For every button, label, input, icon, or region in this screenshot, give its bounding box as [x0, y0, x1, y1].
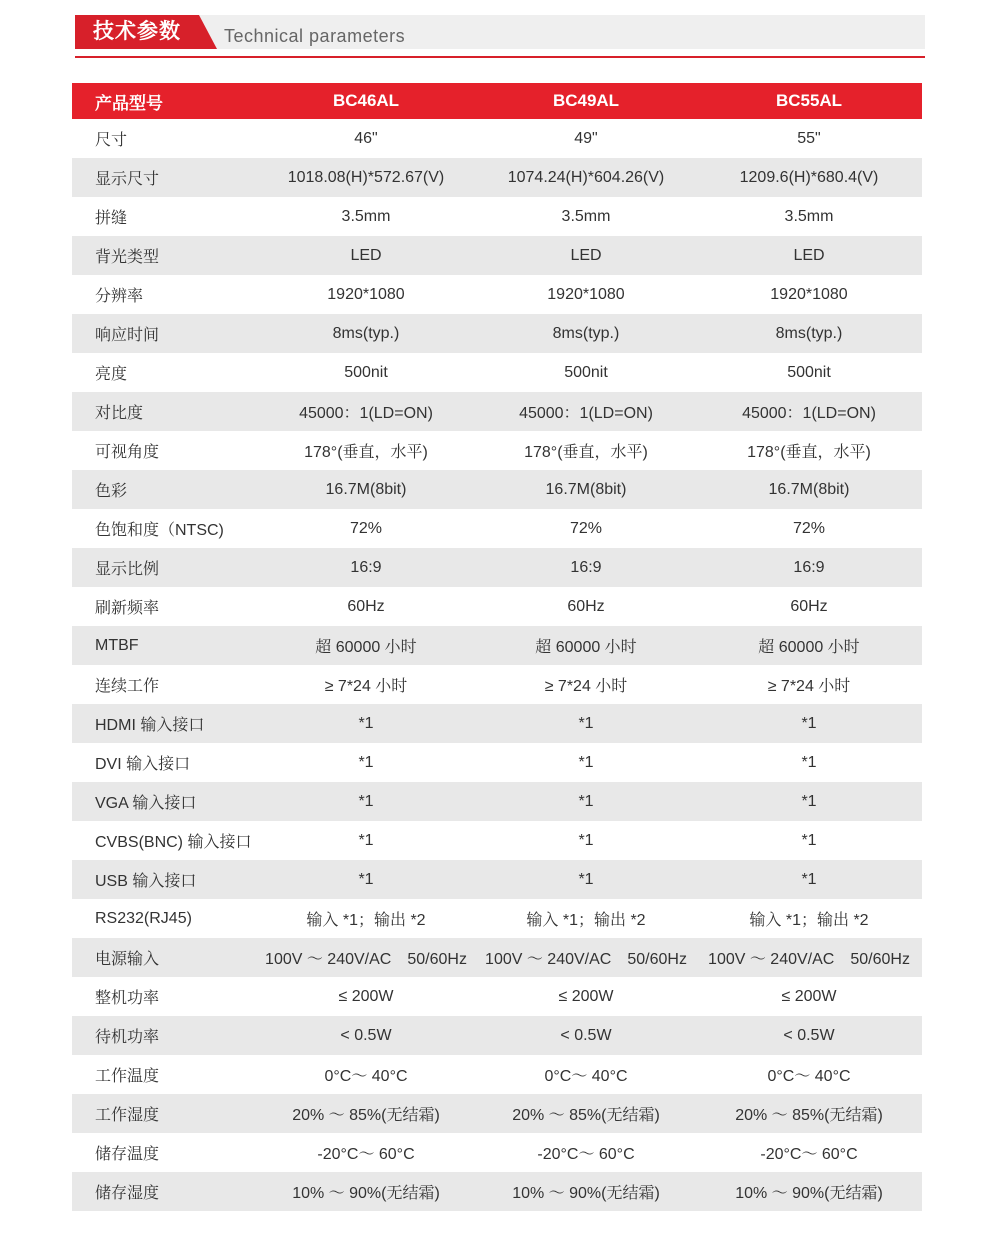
cell-bc49al: 1920*1080	[547, 285, 625, 303]
cell-bc55al: *1	[801, 753, 817, 771]
row-label: HDMI 输入接口	[95, 717, 205, 734]
cell-bc46al: 输入 *1；输出 *2	[306, 912, 426, 929]
cell-bc46al: 500nit	[344, 363, 388, 381]
section-divider	[75, 56, 925, 58]
spec-table-body	[72, 119, 922, 1211]
cell-bc46al: 1018.08(H)*572.67(V)	[287, 168, 445, 186]
column-header-model: 产品型号	[95, 93, 163, 113]
cell-bc46al: 100V ～ 240V/AC 50/60Hz	[265, 951, 467, 968]
cell-bc46al: 46"	[354, 129, 378, 147]
cell-bc55al: 16.7M(8bit)	[768, 480, 850, 498]
cell-bc49al: 60Hz	[567, 597, 605, 615]
row-label: 分辨率	[95, 288, 144, 305]
spec-table	[72, 83, 922, 1211]
cell-bc46al: LED	[350, 246, 382, 264]
row-label: MTBF	[95, 636, 139, 654]
row-label: 响应时间	[95, 327, 160, 344]
section-title-cn: 技术参数	[93, 20, 181, 43]
cell-bc46al: *1	[358, 753, 374, 771]
cell-bc46al: *1	[358, 870, 374, 888]
table-row	[72, 119, 922, 158]
row-label: VGA 输入接口	[95, 795, 197, 812]
cell-bc46al: *1	[358, 831, 374, 849]
cell-bc55al: 55"	[797, 129, 821, 147]
column-header-bc49al: BC49AL	[552, 91, 620, 110]
cell-bc49al: 1074.24(H)*604.26(V)	[507, 168, 665, 186]
table-row	[72, 353, 922, 392]
row-label: 显示尺寸	[95, 171, 160, 188]
table-row	[72, 665, 922, 704]
cell-bc55al: 超 60000 小时	[758, 639, 860, 656]
table-row	[72, 314, 922, 353]
cell-bc46al: 20% ～ 85%(无结霜)	[292, 1107, 440, 1124]
row-label: 连续工作	[95, 678, 160, 695]
cell-bc55al: *1	[801, 792, 817, 810]
row-label: 拼缝	[95, 210, 128, 227]
table-row	[72, 626, 922, 665]
cell-bc55al: *1	[801, 714, 817, 732]
cell-bc46al: *1	[358, 792, 374, 810]
table-row	[72, 938, 922, 977]
section-title-en: Technical parameters	[224, 26, 406, 46]
cell-bc46al: 16.7M(8bit)	[325, 480, 407, 498]
cell-bc49al: 0°C～ 40°C	[544, 1068, 628, 1085]
cell-bc49al: *1	[578, 753, 594, 771]
row-label: 工作温度	[95, 1068, 160, 1085]
cell-bc49al: 16.7M(8bit)	[545, 480, 627, 498]
row-label: 待机功率	[95, 1029, 160, 1046]
table-row	[72, 158, 922, 197]
row-label: 色饱和度（NTSC)	[95, 522, 224, 539]
table-row	[72, 1133, 922, 1172]
table-row	[72, 821, 922, 860]
table-row	[72, 860, 922, 899]
row-label: 显示比例	[95, 561, 160, 578]
row-label: 亮度	[95, 366, 128, 383]
cell-bc49al: 100V ～ 240V/AC 50/60Hz	[485, 951, 687, 968]
row-label: 储存湿度	[95, 1185, 160, 1202]
row-label: USB 输入接口	[95, 873, 197, 890]
table-row	[72, 1094, 922, 1133]
cell-bc46al: -20°C～ 60°C	[317, 1146, 415, 1163]
cell-bc49al: *1	[578, 714, 594, 732]
cell-bc49al: *1	[578, 831, 594, 849]
table-row	[72, 587, 922, 626]
cell-bc49al: ≥ 7*24 小时	[544, 678, 628, 695]
cell-bc49al: 输入 *1；输出 *2	[526, 912, 646, 929]
row-label: 可视角度	[95, 444, 160, 461]
cell-bc49al: 49"	[574, 129, 598, 147]
cell-bc55al: ≥ 7*24 小时	[767, 678, 851, 695]
table-row	[72, 470, 922, 509]
cell-bc55al: 16:9	[793, 558, 825, 576]
cell-bc55al: -20°C～ 60°C	[760, 1146, 858, 1163]
cell-bc46al: < 0.5W	[340, 1026, 392, 1044]
cell-bc55al: LED	[793, 246, 825, 264]
table-row	[72, 1016, 922, 1055]
table-row	[72, 236, 922, 275]
cell-bc49al: < 0.5W	[560, 1026, 612, 1044]
row-label: RS232(RJ45)	[95, 909, 192, 927]
cell-bc49al: 8ms(typ.)	[552, 324, 620, 342]
cell-bc49al: LED	[570, 246, 602, 264]
cell-bc55al: 20% ～ 85%(无结霜)	[735, 1107, 883, 1124]
row-label: CVBS(BNC) 输入接口	[95, 834, 252, 851]
row-label: 尺寸	[95, 132, 128, 149]
row-label: DVI 输入接口	[95, 756, 191, 773]
cell-bc55al: 72%	[792, 519, 826, 537]
table-row	[72, 548, 922, 587]
cell-bc46al: 超 60000 小时	[315, 639, 417, 656]
table-row	[72, 197, 922, 236]
cell-bc55al: 500nit	[787, 363, 831, 381]
cell-bc46al: 1920*1080	[327, 285, 405, 303]
table-row	[72, 509, 922, 548]
table-row	[72, 275, 922, 314]
cell-bc55al: 10% ～ 90%(无结霜)	[735, 1185, 883, 1202]
cell-bc49al: 178°(垂直，水平)	[524, 444, 648, 461]
cell-bc46al: 10% ～ 90%(无结霜)	[292, 1185, 440, 1202]
cell-bc49al: 500nit	[564, 363, 608, 381]
column-header-bc55al: BC55AL	[775, 91, 843, 110]
cell-bc46al: 3.5mm	[341, 207, 391, 225]
cell-bc46al: 60Hz	[347, 597, 385, 615]
cell-bc46al: 8ms(typ.)	[332, 324, 400, 342]
table-row	[72, 1172, 922, 1211]
table-row	[72, 782, 922, 821]
cell-bc55al: 45000：1(LD=ON)	[742, 405, 876, 422]
table-row	[72, 431, 922, 470]
row-label: 整机功率	[95, 990, 160, 1007]
cell-bc55al: 输入 *1；输出 *2	[749, 912, 869, 929]
cell-bc49al: 10% ～ 90%(无结霜)	[512, 1185, 660, 1202]
cell-bc55al: 8ms(typ.)	[775, 324, 843, 342]
cell-bc55al: 1209.6(H)*680.4(V)	[739, 168, 879, 186]
row-label: 刷新频率	[95, 600, 160, 617]
cell-bc55al: 0°C～ 40°C	[767, 1068, 851, 1085]
row-label: 色彩	[95, 483, 128, 500]
cell-bc55al: 3.5mm	[784, 207, 834, 225]
cell-bc46al: 72%	[349, 519, 383, 537]
cell-bc55al: *1	[801, 870, 817, 888]
cell-bc49al: *1	[578, 870, 594, 888]
row-label: 工作湿度	[95, 1107, 160, 1124]
cell-bc55al: < 0.5W	[783, 1026, 835, 1044]
row-label: 背光类型	[95, 249, 160, 266]
cell-bc55al: 178°(垂直，水平)	[747, 444, 871, 461]
cell-bc49al: 45000：1(LD=ON)	[519, 405, 653, 422]
cell-bc49al: 超 60000 小时	[535, 639, 637, 656]
table-row	[72, 392, 922, 431]
column-header-bc46al: BC46AL	[332, 91, 400, 110]
cell-bc55al: *1	[801, 831, 817, 849]
table-row	[72, 743, 922, 782]
cell-bc49al: -20°C～ 60°C	[537, 1146, 635, 1163]
cell-bc46al: 45000：1(LD=ON)	[299, 405, 433, 422]
cell-bc49al: 16:9	[570, 558, 602, 576]
row-label: 对比度	[95, 405, 144, 422]
table-row	[72, 899, 922, 938]
cell-bc49al: 72%	[569, 519, 603, 537]
cell-bc55al: 60Hz	[790, 597, 828, 615]
row-label: 储存温度	[95, 1146, 160, 1163]
cell-bc46al: ≥ 7*24 小时	[324, 678, 408, 695]
cell-bc49al: 20% ～ 85%(无结霜)	[512, 1107, 660, 1124]
cell-bc46al: *1	[358, 714, 374, 732]
cell-bc55al: 100V ～ 240V/AC 50/60Hz	[708, 951, 910, 968]
cell-bc46al: ≤ 200W	[338, 987, 394, 1005]
cell-bc55al: 1920*1080	[770, 285, 848, 303]
cell-bc46al: 16:9	[350, 558, 382, 576]
table-row	[72, 704, 922, 743]
cell-bc46al: 0°C～ 40°C	[324, 1068, 408, 1085]
cell-bc49al: *1	[578, 792, 594, 810]
cell-bc46al: 178°(垂直，水平)	[304, 444, 428, 461]
table-row	[72, 977, 922, 1016]
table-header-row	[72, 83, 922, 119]
row-label: 电源输入	[95, 951, 160, 968]
cell-bc49al: 3.5mm	[561, 207, 611, 225]
table-row	[72, 1055, 922, 1094]
cell-bc49al: ≤ 200W	[558, 987, 614, 1005]
cell-bc55al: ≤ 200W	[781, 987, 837, 1005]
